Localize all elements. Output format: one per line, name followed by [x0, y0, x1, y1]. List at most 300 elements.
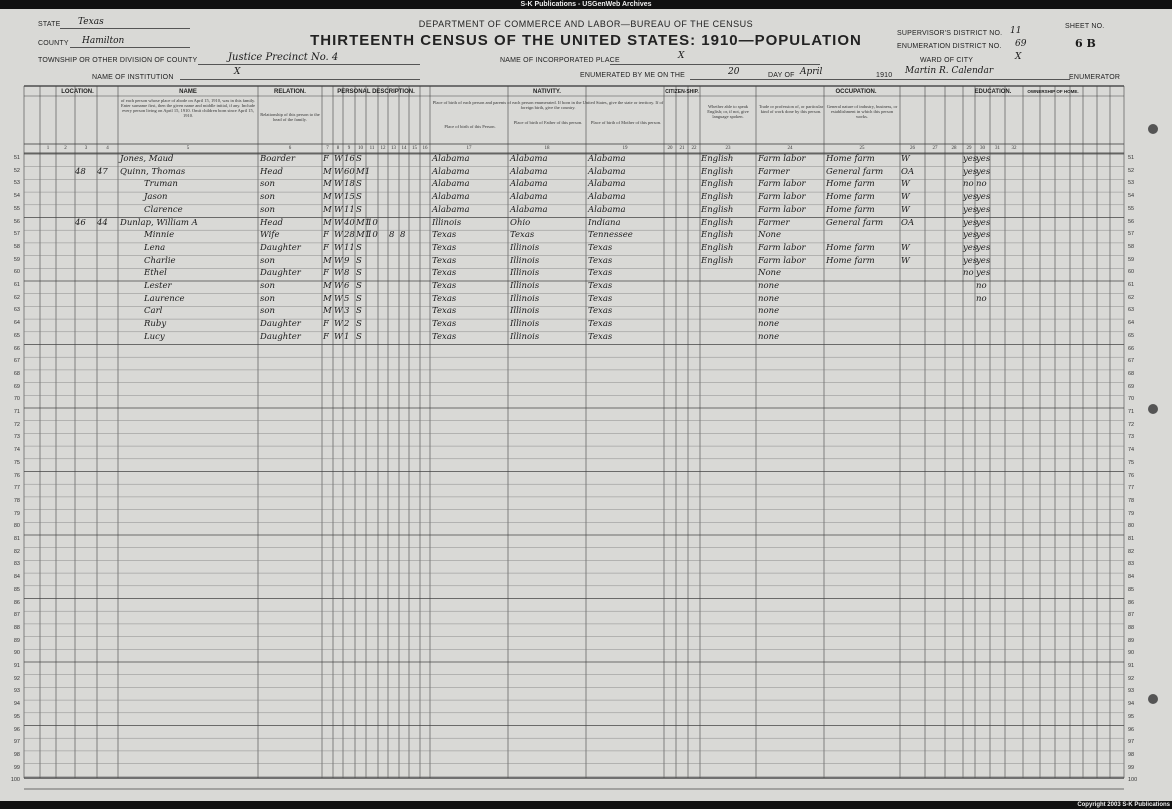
cell-school: yes	[976, 204, 991, 215]
cell-name: Dunlap, William A	[120, 217, 198, 228]
cell-school: no	[976, 281, 987, 291]
line-number-right: 62	[1128, 294, 1135, 301]
line-number-right: 70	[1128, 396, 1135, 403]
header-name-desc: of each person whose place of abode on April 15, 1910, was in this family. Enter surname first, then the given name and middle initial, if any. Include every person living on April 15, 1910. Omit children born since April 15, 1910.	[120, 98, 256, 118]
cell-race: W	[334, 242, 343, 253]
column-number: 26	[910, 146, 915, 151]
cell-mother-birth: Indiana	[588, 217, 621, 228]
cell-school: yes	[976, 242, 991, 253]
line-number-right: 98	[1128, 751, 1135, 758]
enumerated-day: 20	[728, 67, 740, 77]
line-number: 69	[13, 383, 20, 390]
line-number: 92	[13, 675, 20, 682]
cell-race: W	[334, 331, 343, 342]
cell-relation: Head	[260, 166, 283, 177]
cell-marital: S	[356, 306, 362, 317]
header-language: Whether able to speak English; or, if not, give language spoken.	[707, 104, 749, 119]
cell-relation: son	[260, 192, 275, 203]
cell-name: Carl	[144, 306, 163, 317]
line-number-right: 58	[1128, 243, 1135, 250]
cell-birth: Texas	[432, 281, 457, 291]
line-number: 100	[10, 777, 20, 784]
line-number-right: 79	[1128, 510, 1135, 517]
line-number-right: 66	[1128, 345, 1135, 352]
cell-name: Ethel	[144, 268, 167, 279]
column-number: 28	[951, 146, 957, 151]
line-number: 61	[13, 282, 20, 288]
line-number: 67	[13, 358, 20, 365]
line-number-right: 86	[1128, 599, 1135, 606]
form-title: THIRTEENTH CENSUS OF THE UNITED STATES: 1910—POPULATION	[310, 32, 862, 49]
section-name: NAME	[179, 89, 197, 95]
line-number: 73	[13, 434, 20, 441]
sheet-label: SHEET NO.	[1065, 23, 1105, 30]
cell-age: 18	[344, 179, 355, 190]
cell-race: W	[334, 268, 343, 279]
cell-birth: Illinois	[432, 217, 462, 228]
enumerated-rule	[690, 79, 1070, 80]
cell-mother-birth: Texas	[588, 281, 613, 291]
cell-sex: M	[323, 255, 332, 266]
line-number-right: 63	[1128, 307, 1135, 314]
state-label: STATE	[38, 21, 61, 28]
cell-age: 15	[344, 192, 355, 203]
incorporated-value: X	[678, 51, 685, 61]
cell-marital: S	[356, 293, 362, 304]
cell-mother-birth: Texas	[588, 255, 613, 266]
cell-birth: Alabama	[432, 154, 470, 164]
column-number: 21	[679, 146, 685, 151]
line-number: 94	[13, 701, 20, 708]
cell-language: English	[701, 179, 734, 190]
cell-mother-birth: Texas	[588, 268, 613, 279]
line-number-right: 61	[1128, 282, 1135, 288]
section-ownership: OWNERSHIP OF HOME.	[1027, 89, 1079, 94]
cell-father-birth: Illinois	[510, 306, 540, 317]
cell-birth: Texas	[432, 255, 457, 266]
binding-hole	[1148, 694, 1158, 704]
line-number: 83	[13, 561, 20, 568]
line-number-right: 97	[1128, 739, 1135, 746]
column-number: 25	[859, 146, 865, 151]
line-number-right: 94	[1128, 701, 1135, 708]
header-birth-person: Place of birth of this Person.	[444, 124, 496, 129]
cell-birth: Alabama	[432, 204, 470, 215]
column-number: 10	[358, 146, 363, 151]
line-number-right: 73	[1128, 434, 1135, 441]
cell-father-birth: Alabama	[510, 192, 548, 203]
cell-mother-birth: Alabama	[588, 154, 626, 164]
cell-father-birth: Illinois	[510, 255, 540, 266]
cell-write: yes	[963, 154, 978, 164]
column-number: 20	[667, 146, 673, 151]
header-relation-desc: Relationship of this person to the head of the family.	[260, 112, 320, 122]
cell-father-birth: Alabama	[510, 204, 548, 215]
cell-language: English	[701, 192, 734, 203]
cell-age: 2	[344, 319, 350, 330]
cell-trade: none	[758, 331, 780, 342]
cell-employer: W	[901, 154, 910, 164]
line-number: 56	[13, 218, 20, 225]
column-number: 15	[412, 146, 417, 151]
cell-age: 8	[344, 268, 350, 279]
cell-birth: Texas	[432, 230, 457, 241]
cell-trade: none	[758, 293, 780, 304]
line-number-right: 91	[1128, 663, 1135, 669]
cell-sex: M	[323, 281, 332, 291]
cell-industry: Home farm	[826, 255, 875, 266]
cell-race: W	[334, 204, 343, 215]
cell-name: Jones, Maud	[120, 154, 174, 164]
cell-mother-birth: Texas	[588, 331, 613, 342]
line-number: 76	[13, 472, 20, 479]
line-number: 63	[13, 307, 20, 314]
cell-family: 44	[97, 217, 108, 228]
cell-age: 1	[344, 331, 350, 342]
cell-trade: Farm labor	[758, 154, 806, 164]
cell-language: English	[701, 154, 734, 164]
cell-relation: Wife	[260, 230, 280, 241]
column-number: 5	[186, 146, 190, 151]
line-number: 85	[13, 586, 20, 593]
cell-sex: F	[323, 242, 329, 253]
sheet-value: 6 B	[1075, 37, 1096, 50]
column-number: 18	[544, 146, 550, 151]
cell-industry: Home farm	[826, 242, 875, 253]
cell-trade: none	[758, 281, 780, 291]
cell-write: yes	[963, 255, 978, 266]
line-number-right: 71	[1128, 409, 1135, 415]
line-number: 52	[13, 167, 20, 174]
column-number: 4	[106, 146, 109, 151]
cell-name: Charlie	[144, 255, 176, 266]
line-number: 58	[13, 243, 20, 250]
line-number: 71	[13, 409, 20, 415]
line-number: 78	[13, 497, 20, 504]
cell-race: W	[334, 230, 343, 241]
cell-language: English	[701, 217, 734, 228]
cell-industry: Home farm	[826, 204, 875, 215]
cell-sex: F	[323, 154, 329, 164]
cell-mother-birth: Texas	[588, 306, 613, 317]
month-value: April	[800, 67, 823, 77]
incorporated-rule	[610, 64, 820, 65]
line-number: 98	[13, 751, 20, 758]
cell-name: Jason	[144, 192, 168, 203]
column-number: 11	[369, 146, 375, 151]
cell-school: yes	[976, 230, 991, 241]
line-number: 95	[13, 713, 20, 720]
cell-living: 8	[400, 230, 406, 241]
line-number: 99	[13, 764, 20, 771]
year-label: 1910	[876, 72, 893, 79]
cell-industry: Home farm	[826, 192, 875, 203]
cell-trade: None	[758, 268, 782, 279]
column-number: 7	[326, 146, 329, 151]
cell-father-birth: Texas	[510, 230, 535, 241]
cell-father-birth: Illinois	[510, 293, 540, 304]
cell-father-birth: Alabama	[510, 154, 548, 164]
cell-marital: S	[356, 204, 362, 215]
line-number: 93	[13, 688, 20, 695]
line-number: 77	[13, 485, 20, 492]
enumeration-label: ENUMERATION DISTRICT NO.	[897, 43, 1002, 50]
cell-father-birth: Illinois	[510, 268, 540, 279]
line-number: 86	[13, 599, 20, 606]
line-number: 54	[13, 193, 20, 200]
cell-trade: Farmer	[758, 217, 790, 228]
cell-marital: S	[356, 242, 362, 253]
line-number: 75	[13, 459, 20, 466]
cell-marital: S	[356, 281, 362, 291]
cell-write: yes	[963, 166, 978, 177]
line-number-right: 54	[1128, 193, 1135, 200]
line-number-right: 88	[1128, 624, 1135, 631]
cell-relation: son	[260, 204, 275, 215]
township-value: Justice Precinct No. 4	[228, 52, 339, 63]
column-number: 30	[980, 146, 985, 151]
cell-employer: OA	[901, 217, 915, 228]
column-number: 16	[422, 146, 428, 151]
cell-sex: M	[323, 293, 332, 304]
cell-language: English	[701, 204, 734, 215]
line-number-right: 78	[1128, 497, 1135, 504]
cell-write: no	[963, 179, 974, 190]
line-number-right: 100	[1128, 777, 1138, 784]
cell-sex: F	[323, 319, 329, 330]
line-number-right: 72	[1128, 421, 1135, 428]
cell-age: 11	[344, 242, 355, 253]
cell-name: Lucy	[144, 331, 165, 342]
cell-birth: Texas	[432, 306, 457, 317]
cell-sex: M	[323, 166, 332, 177]
line-number-right: 67	[1128, 358, 1135, 365]
cell-school: yes	[976, 192, 991, 203]
cell-sex: M	[323, 217, 332, 228]
cell-school: yes	[976, 255, 991, 266]
supervisor-label: SUPERVISOR'S DISTRICT NO.	[897, 30, 1003, 37]
line-number-right: 76	[1128, 472, 1135, 479]
cell-birth: Texas	[432, 293, 457, 304]
cell-dwelling: 46	[75, 217, 86, 228]
cell-name: Ruby	[144, 319, 167, 330]
cell-name: Lena	[144, 242, 166, 253]
cell-trade: none	[758, 319, 780, 330]
cell-mother-birth: Tennessee	[588, 230, 633, 241]
cell-birth: Texas	[432, 268, 457, 279]
cell-age: 28	[344, 230, 355, 241]
cell-write: yes	[963, 192, 978, 203]
cell-write: yes	[963, 242, 978, 253]
cell-industry: Home farm	[826, 154, 875, 164]
column-number: 19	[622, 146, 628, 151]
cell-age: 40	[344, 217, 355, 228]
enumerator-label: ENUMERATOR	[1069, 74, 1121, 81]
cell-trade: Farm labor	[758, 192, 806, 203]
line-number: 74	[13, 447, 20, 454]
township-rule	[198, 64, 420, 65]
section-education: EDUCATION.	[974, 89, 1012, 95]
cell-race: W	[334, 255, 343, 266]
column-number: 22	[691, 146, 697, 151]
cell-relation: Boarder	[260, 154, 296, 164]
cell-race: W	[334, 179, 343, 190]
institution-value: X	[234, 67, 241, 77]
cell-race: W	[334, 319, 343, 330]
column-number: 27	[932, 146, 938, 151]
cell-relation: son	[260, 306, 275, 317]
line-number: 55	[13, 205, 20, 212]
column-number: 24	[787, 146, 793, 151]
cell-marital: S	[356, 154, 362, 164]
cell-marital: S	[356, 179, 362, 190]
cell-birth: Texas	[432, 331, 457, 342]
cell-race: W	[334, 166, 343, 177]
line-number-right: 55	[1128, 205, 1135, 212]
cell-age: 16	[344, 154, 355, 164]
line-number: 80	[13, 523, 20, 530]
line-number: 64	[13, 320, 20, 327]
binding-hole	[1148, 124, 1158, 134]
cell-language: English	[701, 242, 734, 253]
line-number: 90	[13, 650, 20, 657]
cell-age: 60	[344, 166, 355, 177]
line-number-right: 85	[1128, 586, 1135, 593]
cell-race: W	[334, 192, 343, 203]
cell-dwelling: 48	[75, 166, 86, 177]
line-number: 57	[13, 231, 20, 238]
cell-name: Laurence	[144, 293, 185, 304]
cell-trade: Farmer	[758, 166, 790, 177]
cell-age: 11	[344, 204, 355, 215]
cell-relation: Daughter	[260, 268, 301, 279]
line-number-right: 81	[1128, 536, 1135, 542]
cell-father-birth: Ohio	[510, 217, 531, 228]
institution-rule	[180, 79, 420, 80]
county-value: Hamilton	[82, 36, 125, 46]
column-number: 3	[84, 146, 88, 151]
line-number: 88	[13, 624, 20, 631]
cell-family: 47	[97, 166, 108, 177]
cell-age: 5	[344, 293, 350, 304]
line-number-right: 52	[1128, 167, 1135, 174]
line-number: 62	[13, 294, 20, 301]
cell-employer: W	[901, 192, 910, 203]
line-number: 72	[13, 421, 20, 428]
header-nativity-desc: Place of birth of each person and parents of each person enumerated. If born in the United States, give the state or territory. If of foreign birth, give the country.	[432, 100, 664, 110]
column-number: 8	[336, 146, 340, 151]
header-birth-mother: Place of birth of Mother of this person.	[590, 120, 662, 125]
column-number: 23	[725, 146, 731, 151]
day-of-label: DAY OF	[768, 72, 795, 79]
cell-birth: Texas	[432, 319, 457, 330]
line-number-right: 51	[1128, 155, 1135, 161]
enumerated-label: ENUMERATED BY ME ON THE	[580, 72, 685, 79]
cell-trade: Farm labor	[758, 242, 806, 253]
copyright-notice: Copyright 2003 S-K Publications	[1077, 802, 1170, 808]
line-number-right: 53	[1128, 180, 1135, 187]
cell-school: yes	[976, 154, 991, 164]
line-number: 84	[13, 574, 20, 581]
cell-relation: Daughter	[260, 319, 301, 330]
column-number: 14	[401, 146, 407, 151]
line-number-right: 69	[1128, 383, 1135, 390]
line-number: 59	[13, 256, 20, 263]
cell-sex: M	[323, 192, 332, 203]
line-number-right: 89	[1128, 637, 1135, 644]
cell-age: 3	[344, 306, 350, 317]
cell-birth: Alabama	[432, 192, 470, 203]
cell-marital: S	[356, 319, 362, 330]
cell-marital: M1	[356, 230, 371, 241]
cell-sex: M	[323, 306, 332, 317]
header-trade: Trade or profession of, or particular kind of work done by this person.	[758, 104, 824, 114]
footer-bar	[0, 801, 1172, 809]
cell-race: W	[334, 293, 343, 304]
cell-marital: S	[356, 192, 362, 203]
cell-birth: Alabama	[432, 179, 470, 190]
cell-race: W	[334, 217, 343, 228]
supervisor-value: 11	[1010, 26, 1022, 36]
cell-marital: S	[356, 255, 362, 266]
incorporated-label: NAME OF INCORPORATED PLACE	[500, 57, 620, 64]
section-personal: PERSONAL DESCRIPTION.	[337, 89, 415, 95]
line-number: 68	[13, 370, 20, 377]
cell-relation: son	[260, 281, 275, 291]
line-number: 65	[13, 332, 20, 339]
line-number-right: 75	[1128, 459, 1135, 466]
cell-marital: S	[356, 331, 362, 342]
cell-marital: M1	[356, 217, 371, 228]
line-number: 91	[13, 663, 20, 669]
cell-write: yes	[963, 204, 978, 215]
binding-hole	[1148, 404, 1158, 414]
section-location: LOCATION.	[61, 89, 94, 95]
cell-employer: OA	[901, 166, 915, 177]
line-number-right: 82	[1128, 548, 1135, 555]
column-number: 17	[466, 146, 472, 151]
line-number: 51	[13, 155, 20, 161]
cell-father-birth: Alabama	[510, 179, 548, 190]
cell-language: English	[701, 166, 734, 177]
cell-trade: none	[758, 306, 780, 317]
cell-father-birth: Alabama	[510, 166, 548, 177]
archive-banner: S-K Publications - USGenWeb Archives	[0, 0, 1172, 9]
township-label: TOWNSHIP OR OTHER DIVISION OF COUNTY	[38, 57, 198, 64]
cell-employer: W	[901, 204, 910, 215]
cell-trade: Farm labor	[758, 204, 806, 215]
cell-name: Lester	[144, 281, 172, 291]
state-value: Texas	[78, 17, 104, 27]
line-number: 89	[13, 637, 20, 644]
column-number: 12	[380, 146, 386, 151]
column-number: 9	[347, 146, 351, 151]
line-number: 53	[13, 180, 20, 187]
column-number: 13	[391, 146, 396, 151]
cell-write: no	[963, 268, 974, 279]
cell-school: yes	[976, 268, 991, 279]
cell-sex: M	[323, 179, 332, 190]
cell-school: yes	[976, 217, 991, 228]
section-citizenship: CITIZEN-SHIP.	[665, 89, 699, 95]
section-occupation: OCCUPATION.	[835, 89, 877, 95]
cell-father-birth: Illinois	[510, 319, 540, 330]
ward-value: X	[1015, 52, 1022, 62]
header-industry: General nature of industry, business, or establishment in which this person works.	[826, 104, 898, 119]
cell-race: W	[334, 154, 343, 164]
cell-employer: W	[901, 255, 910, 266]
section-relation: RELATION.	[274, 89, 306, 95]
